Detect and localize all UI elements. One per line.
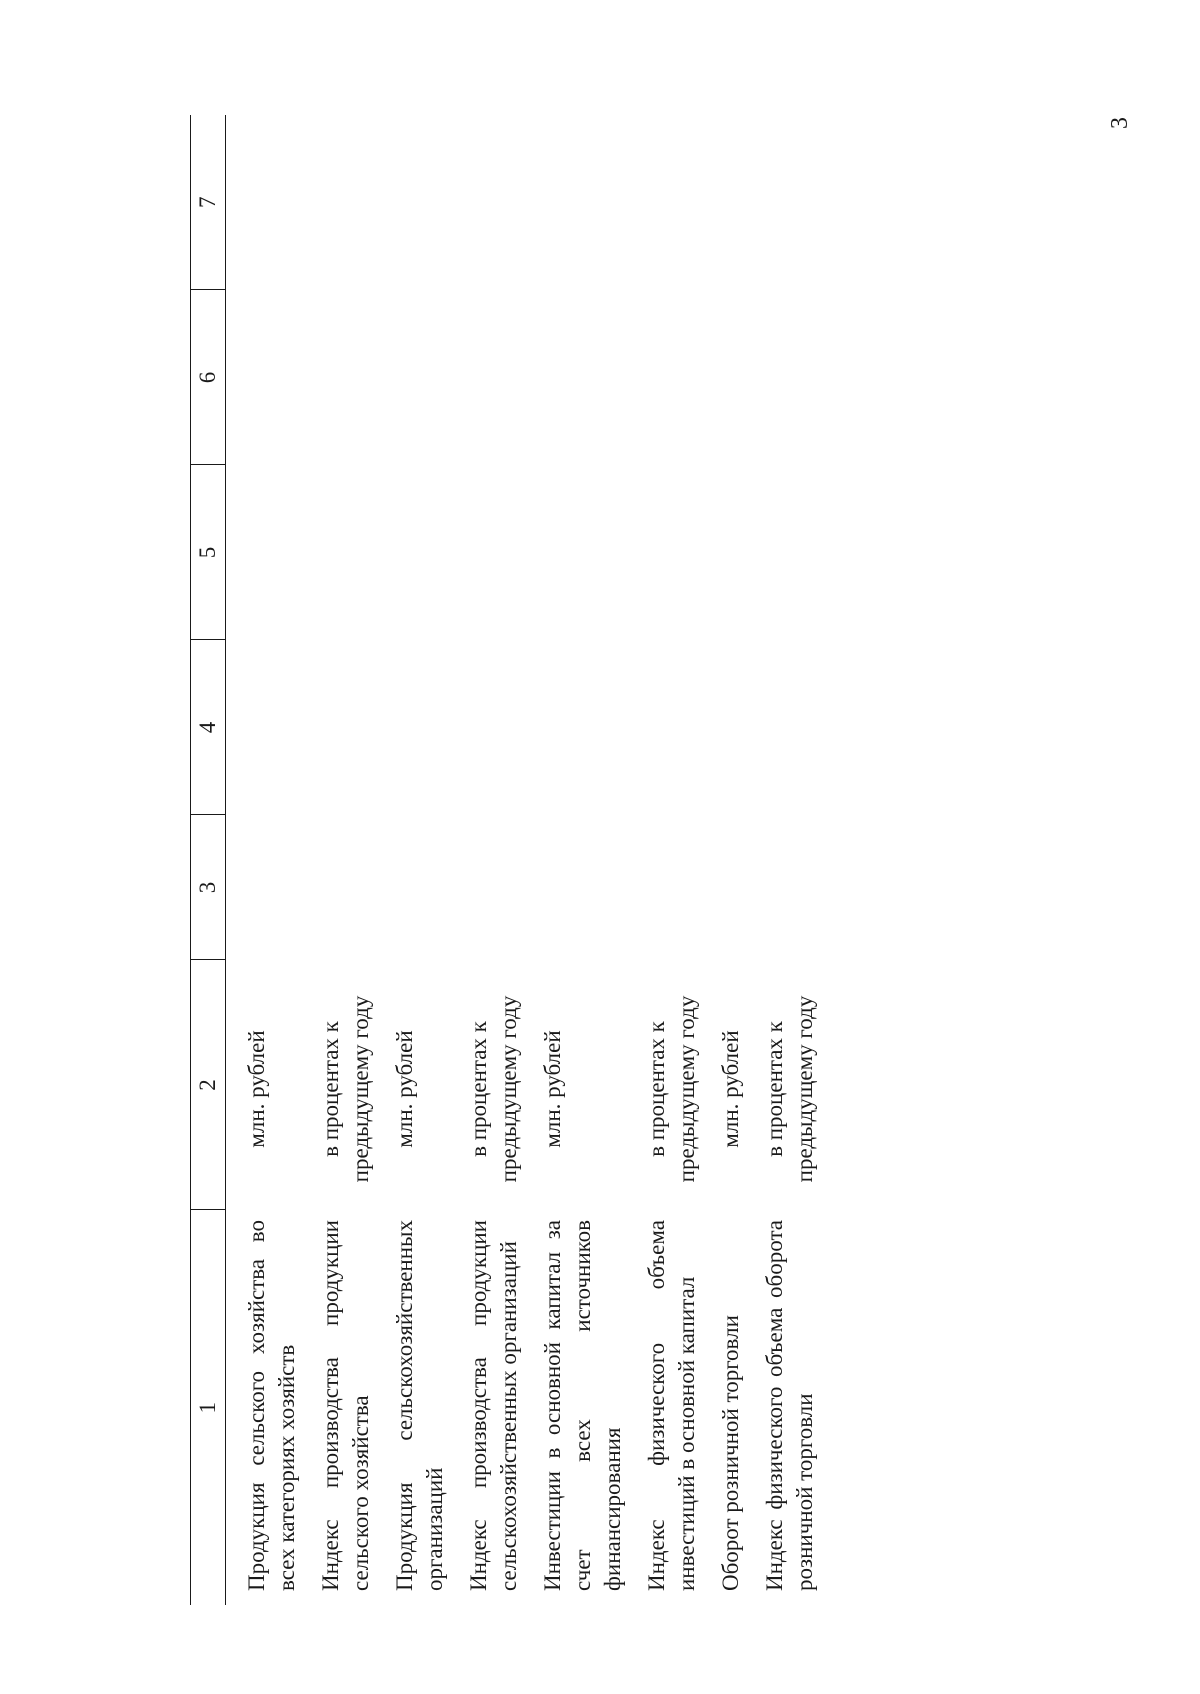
value-cell <box>524 640 628 815</box>
value-cell <box>450 115 524 290</box>
value-cell <box>226 815 303 960</box>
table-row <box>628 115 702 1605</box>
unit-cell: млн. рублей <box>392 1030 417 1148</box>
column-header: 6 <box>191 290 226 465</box>
unit-cell: в процентах к предыдущему году <box>466 995 521 1183</box>
indicator-cell: Продукция сельскохозяйственных организаций <box>392 1220 447 1591</box>
table-row <box>376 115 450 1605</box>
value-cell <box>524 465 628 640</box>
value-cell <box>376 640 450 815</box>
value-cell <box>226 465 303 640</box>
table-row <box>302 115 376 1605</box>
value-cell <box>702 115 746 290</box>
indicator-cell: Индекс производства продукции сельскохозяйственных организаций <box>466 1220 521 1591</box>
column-header: 5 <box>191 465 226 640</box>
value-cell <box>302 815 376 960</box>
page-number: 3 <box>1107 117 1133 129</box>
value-cell <box>524 815 628 960</box>
value-cell <box>524 115 628 290</box>
unit-cell: млн. рублей <box>718 1030 743 1148</box>
value-cell <box>302 465 376 640</box>
column-header: 2 <box>191 960 226 1210</box>
value-cell <box>746 815 820 960</box>
value-cell <box>746 115 820 290</box>
unit-cell: млн. рублей <box>244 1030 269 1148</box>
value-cell <box>702 640 746 815</box>
value-cell <box>524 290 628 465</box>
indicator-cell: Индекс производства продукции сельского хозяйства <box>318 1220 373 1591</box>
value-cell <box>376 115 450 290</box>
value-cell <box>746 290 820 465</box>
indicator-cell: Индекс физического объема оборота розничной торговли <box>762 1220 817 1591</box>
value-cell <box>702 465 746 640</box>
column-header: 7 <box>191 115 226 290</box>
value-cell <box>746 465 820 640</box>
value-cell <box>628 290 702 465</box>
value-cell <box>450 290 524 465</box>
value-cell <box>376 290 450 465</box>
table-row <box>702 115 746 1605</box>
table-row <box>226 115 303 1605</box>
value-cell <box>450 640 524 815</box>
indicator-cell: Инвестиции в основной капитал за счет всех источников финансирования <box>540 1220 625 1591</box>
value-cell <box>746 640 820 815</box>
value-cell <box>628 640 702 815</box>
value-cell <box>302 640 376 815</box>
value-cell <box>628 465 702 640</box>
column-header: 3 <box>191 815 226 960</box>
value-cell <box>702 290 746 465</box>
unit-cell: в процентах к предыдущему году <box>318 995 373 1183</box>
column-header: 1 <box>191 1210 226 1605</box>
table-row <box>450 115 524 1605</box>
rotated-table-container <box>190 115 1090 1605</box>
table-header-row <box>191 115 226 1605</box>
value-cell <box>226 640 303 815</box>
value-cell <box>302 290 376 465</box>
value-cell <box>302 115 376 290</box>
value-cell <box>376 815 450 960</box>
indicator-cell: Продукция сельского хозяйства во всех категориях хозяйств <box>244 1220 299 1591</box>
indicator-cell: Оборот розничной торговли <box>718 1315 743 1591</box>
indicators-table <box>190 115 820 1605</box>
indicator-cell: Индекс физического объема инвестиций в основной капитал <box>644 1220 699 1591</box>
value-cell <box>628 115 702 290</box>
value-cell <box>376 465 450 640</box>
value-cell <box>450 815 524 960</box>
value-cell <box>628 815 702 960</box>
unit-cell: млн. рублей <box>540 1030 565 1148</box>
value-cell <box>450 465 524 640</box>
unit-cell: в процентах к предыдущему году <box>644 995 699 1183</box>
table-row <box>746 115 820 1605</box>
column-header: 4 <box>191 640 226 815</box>
value-cell <box>226 290 303 465</box>
value-cell <box>702 815 746 960</box>
value-cell <box>226 115 303 290</box>
table-row <box>524 115 628 1605</box>
unit-cell: в процентах к предыдущему году <box>762 995 817 1183</box>
